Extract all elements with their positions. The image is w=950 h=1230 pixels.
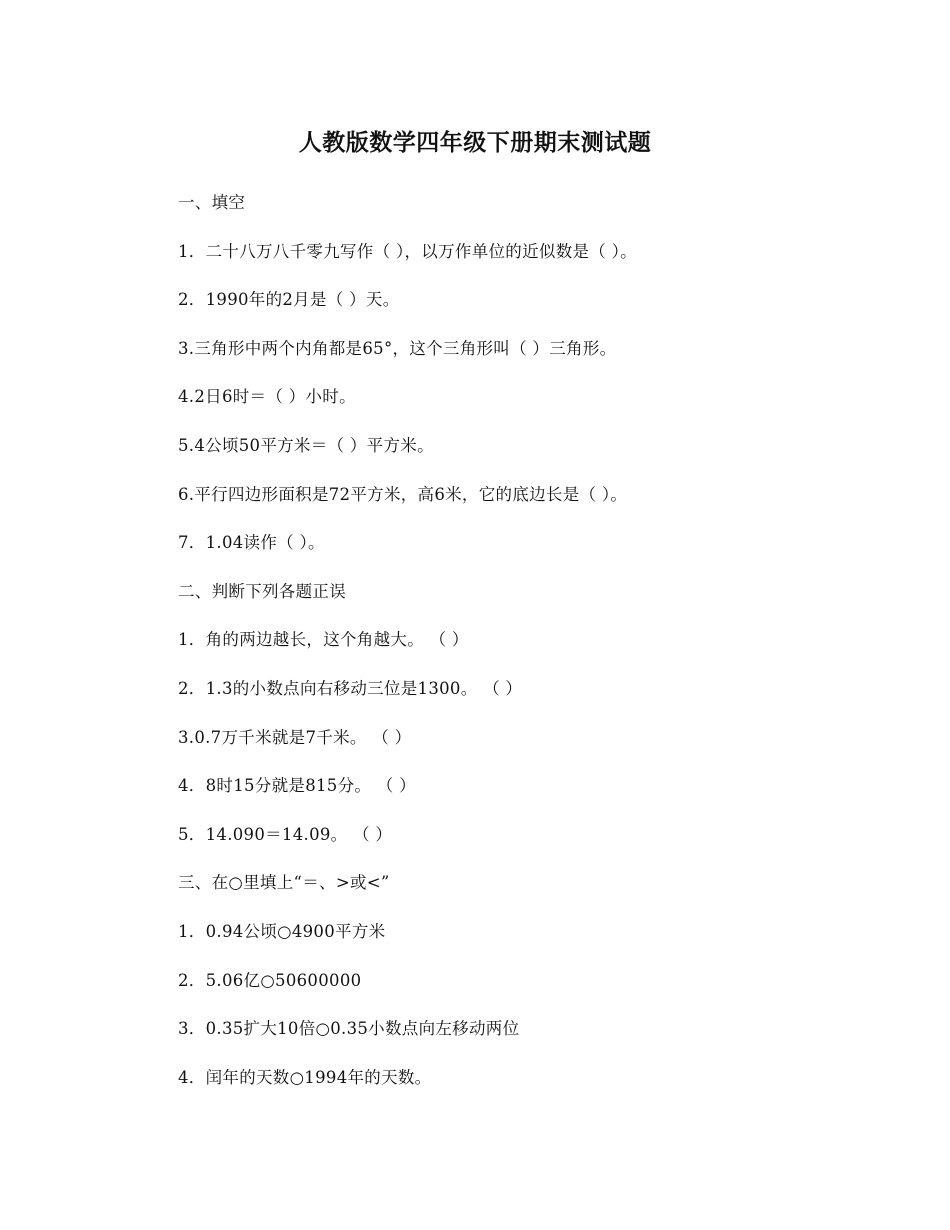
- question-line: 2．1.3的小数点向右移动三位是1300。 （ ）: [178, 678, 523, 698]
- question-line: 4．闰年的天数○1994年的天数。: [178, 1067, 432, 1087]
- question-line: 5．14.090＝14.09。 （ ）: [178, 824, 393, 844]
- question-line: 2．1990年的2月是（ ）天。: [178, 290, 400, 310]
- question-line: 3.0.7万千米就是7千米。 （ ）: [178, 727, 412, 747]
- question-line: 1．角的两边越长，这个角越大。 （ ）: [178, 630, 469, 650]
- question-line: 3．0.35扩大10倍○0.35小数点向左移动两位: [178, 1019, 520, 1039]
- section-heading-fill-blank: 一、填空: [178, 193, 246, 212]
- question-line: 4．8时15分就是815分。 （ ）: [178, 776, 416, 796]
- document-title: 人教版数学四年级下册期末测试题: [298, 129, 652, 156]
- question-line: 3.三角形中两个内角都是65°，这个三角形叫（ ）三角形。: [178, 338, 617, 358]
- question-list: [178, 185, 878, 1108]
- question-line: 5.4公顷50平方米＝（ ）平方米。: [178, 435, 434, 455]
- question-line: 1．0.94公顷○4900平方米: [178, 921, 386, 941]
- question-line: 1．二十八万八千零九写作（ ），以万作单位的近似数是（ ）。: [178, 241, 637, 261]
- question-line: 6.平行四边形面积是72平方米，高6米，它的底边长是（ ）。: [178, 484, 628, 504]
- section-heading-compare: 三、在○里填上“＝、>或<”: [178, 873, 390, 893]
- question-line: 2．5.06亿○50600000: [178, 970, 362, 990]
- question-line: 4.2日6时＝（ ）小时。: [178, 387, 356, 407]
- section-heading-true-false: 二、判断下列各题正误: [178, 581, 346, 601]
- question-line: 7．1.04读作（ ）。: [178, 533, 325, 553]
